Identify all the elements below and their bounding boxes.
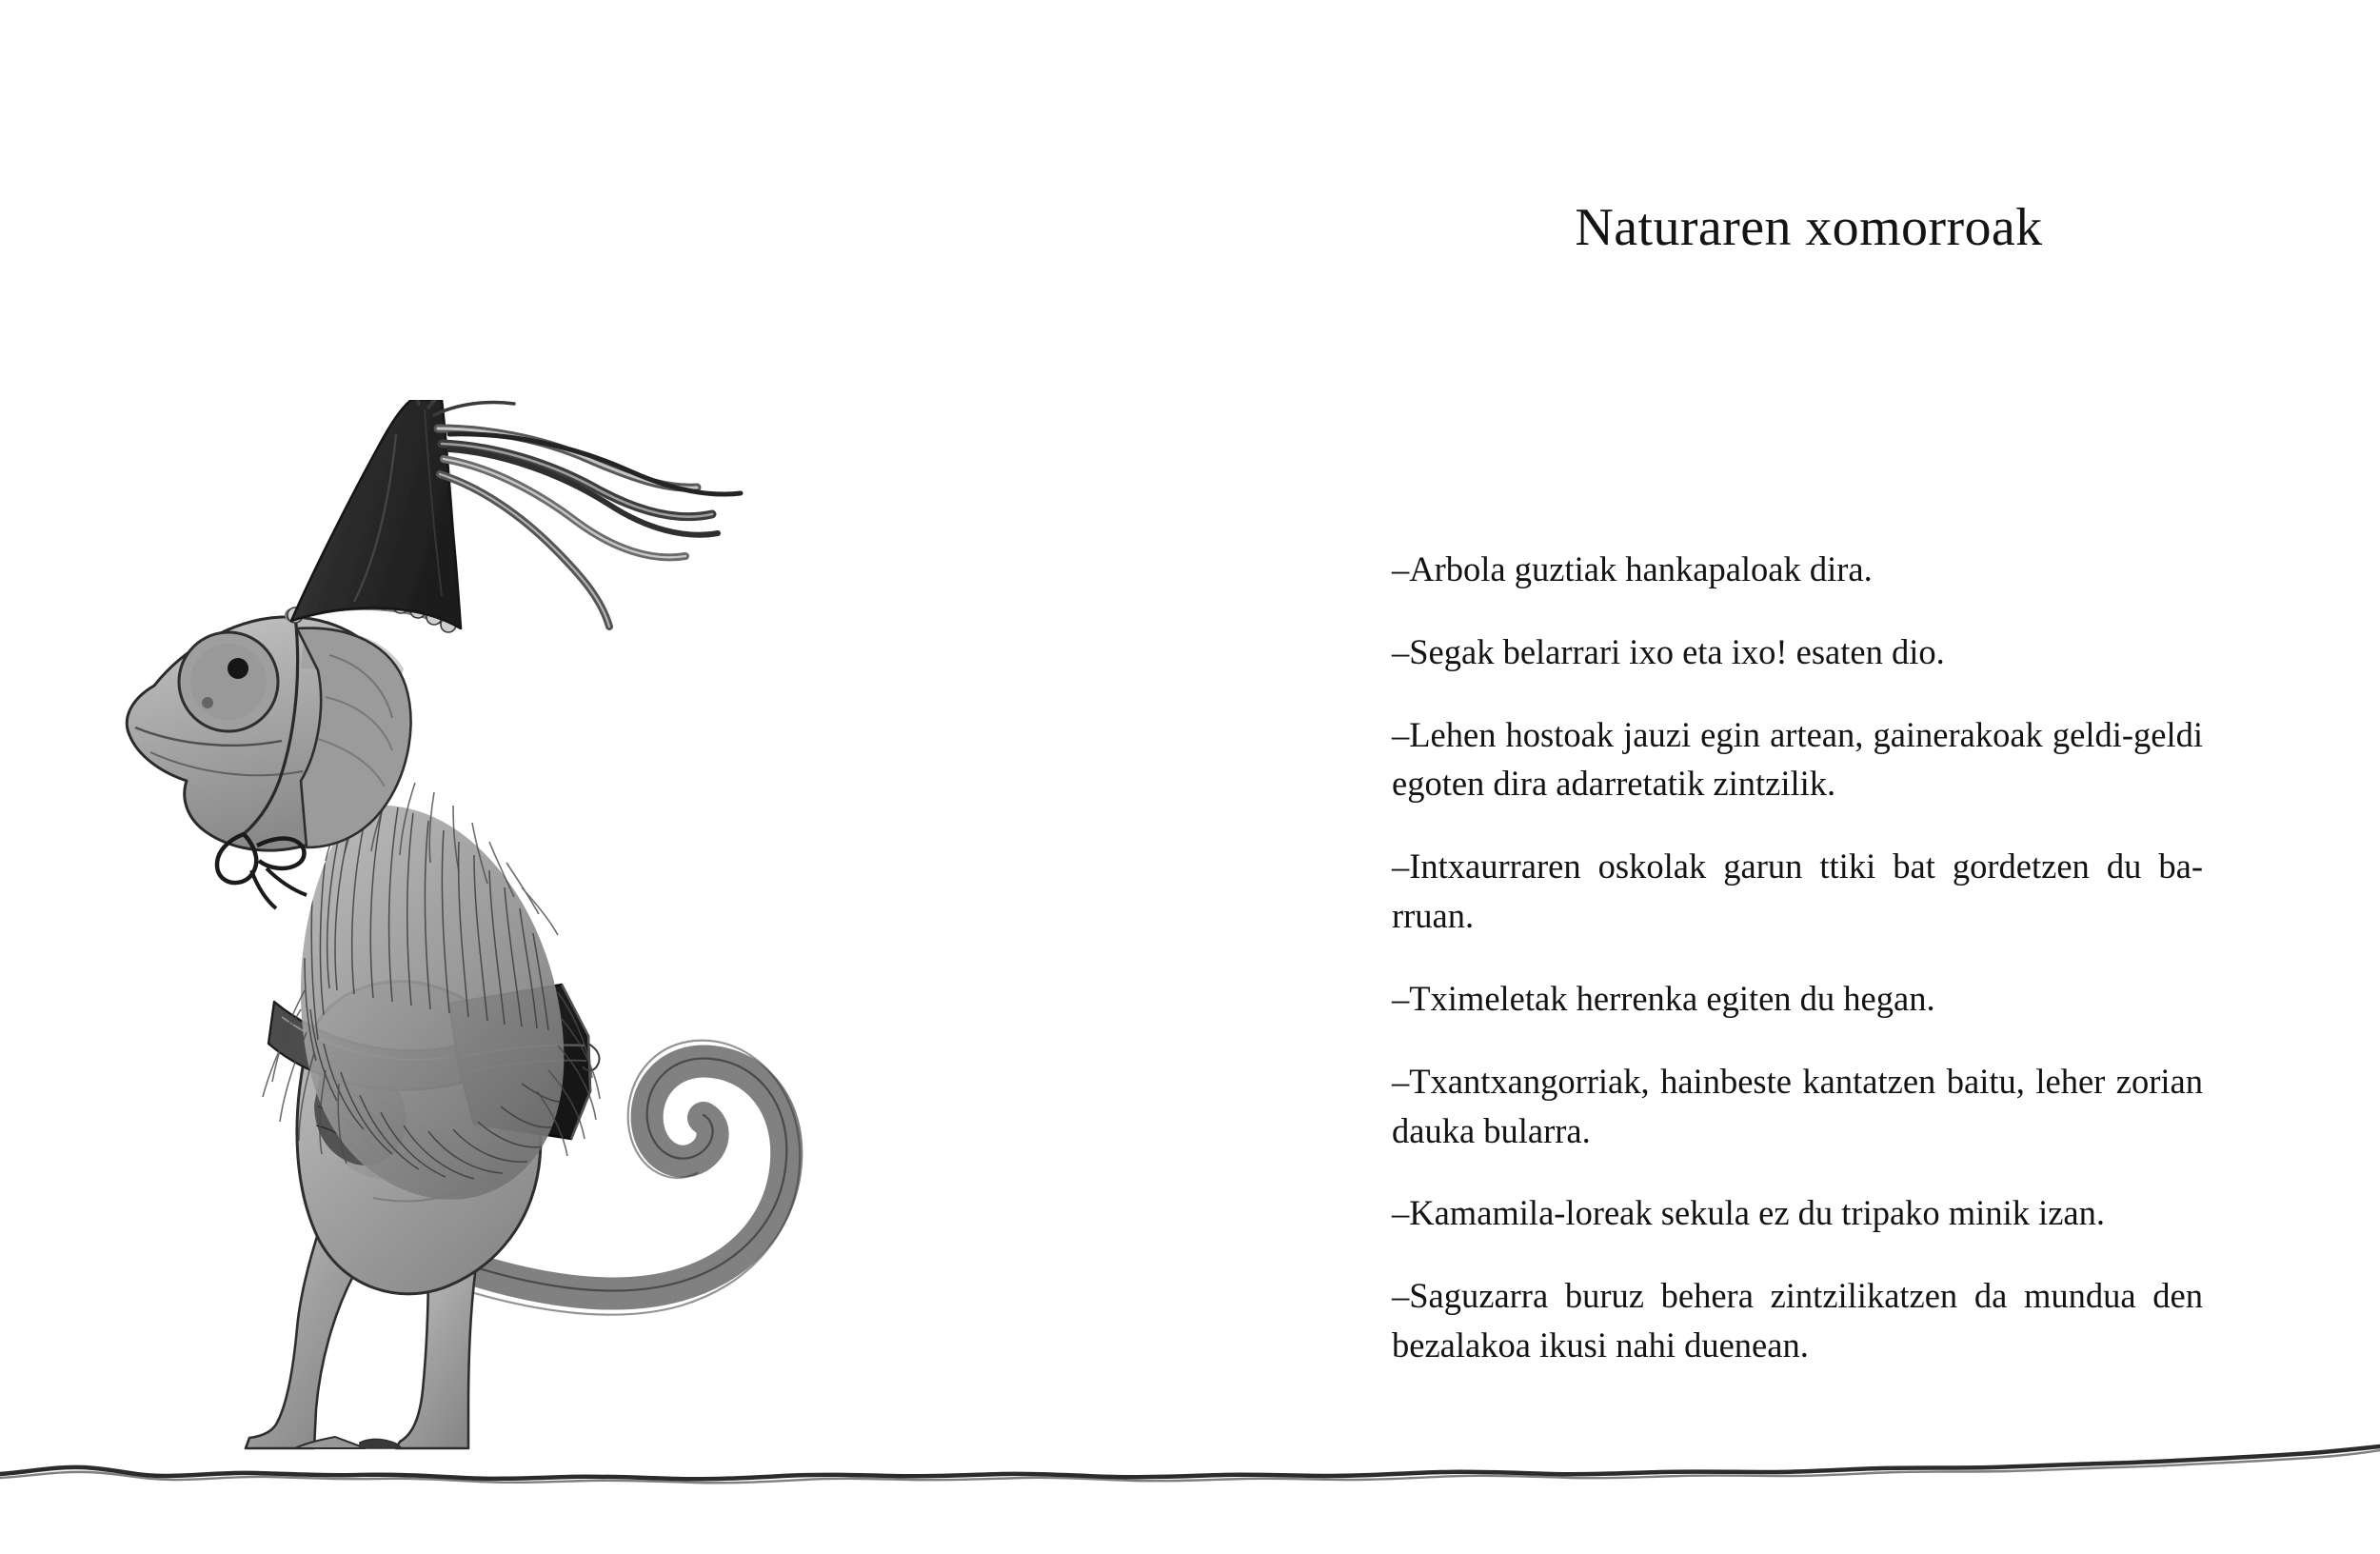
- verse-line: –Txantxangorriak, hainbeste kantatzen baitu, leher zorian dauka bularra.: [1392, 1061, 2203, 1150]
- verse-line: –Lehen hostoak jauzi egin artean, gainerakoak geldi-geldi egoten dira adarretatik zintzilik.: [1392, 714, 2203, 804]
- chameleon-illustration: [114, 400, 1066, 1485]
- verse-line: –Kamamila-loreak sekula ez du tripako minik izan.: [1392, 1193, 2105, 1233]
- verse-list: [1392, 545, 2203, 1370]
- verse-line: –Saguzarra buruz behera zintzilikatzen da mundua den bezalakoa ikusi nahi duenean.: [1392, 1276, 2203, 1365]
- verse-line: –Intxaurraren oskolak garun ttiki bat gordetzen du barruan.: [1392, 847, 2203, 936]
- verse-line: –Arbola guztiak hankapaloak dira.: [1392, 549, 1873, 588]
- page-title: Naturaren xomorroak: [1575, 198, 2043, 257]
- verse-line: –Segak belarrari ixo eta ixo! esaten dio.: [1392, 631, 1945, 671]
- text-column: [1392, 198, 2203, 1365]
- chameleon-eye: [179, 632, 278, 731]
- verse-line: –Tximeletak herrenka egiten du hegan.: [1392, 978, 1935, 1018]
- wizard-hat: [291, 400, 461, 628]
